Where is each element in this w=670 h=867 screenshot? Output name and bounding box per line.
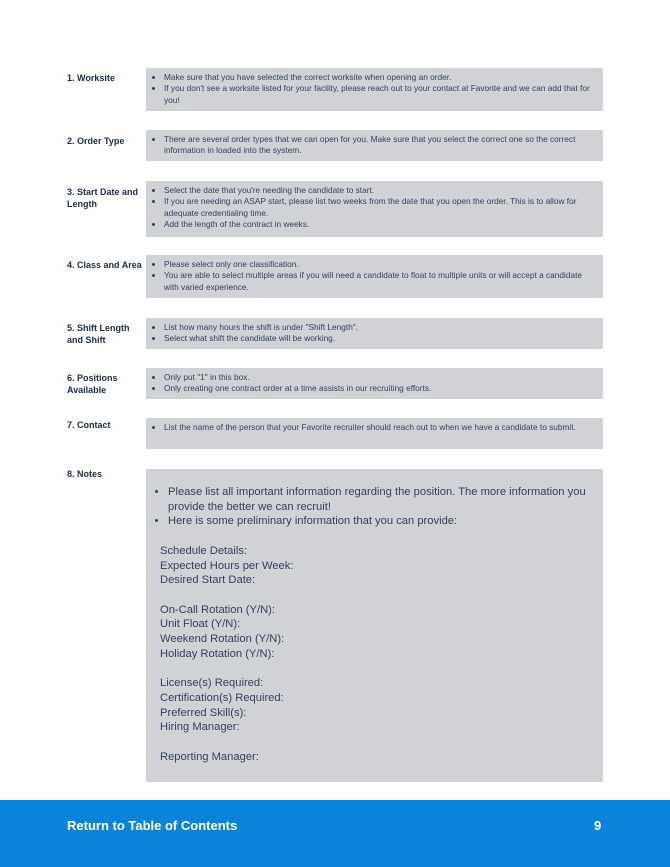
notes-field-line: Holiday Rotation (Y/N): (160, 647, 275, 660)
section-label-contact: 7. Contact (67, 420, 111, 430)
section-box-worksite (146, 68, 603, 111)
section-box-notes (146, 469, 603, 782)
section-box-order-type (146, 130, 603, 161)
list-item: • There are several order types that we can open for you. Make sure that you select the correct one so the correct information in loaded into the system. (164, 134, 595, 157)
section-box-start-date (146, 181, 603, 237)
section-label-start-date: 3. Start Date and Length (67, 187, 139, 209)
list-item: • Here is some preliminary information that you can provide: (168, 514, 595, 529)
section-box-contact (146, 418, 603, 449)
notes-field-line: Unit Float (Y/N): (160, 618, 241, 631)
notes-field-line: Schedule Details: (160, 544, 248, 557)
section-box-positions (146, 368, 603, 399)
footer-bar (0, 800, 670, 867)
section-label-positions: 6. Positions Available (67, 373, 118, 395)
section-label-worksite: 1. Worksite (67, 73, 115, 83)
notes-field-line: License(s) Required: (160, 677, 264, 690)
section-label-shift: 5. Shift Length and Shift (67, 323, 130, 345)
list-item: • Select the date that you're needing the candidate to start. (164, 185, 595, 196)
list-item: • If you don't see a worksite listed for your facility, please reach out to your contact at Favorite and we can add that for you! (164, 83, 595, 106)
list-item: • List how many hours the shift is under "Shift Length". (164, 322, 595, 333)
list-item: • Please select only one classification. (164, 259, 595, 270)
notes-field-line: Desired Start Date: (160, 574, 256, 587)
section-label-notes: 8. Notes (67, 469, 103, 479)
list-item: • Add the length of the contract in weeks. (164, 219, 595, 230)
list-item: • If you are needing an ASAP start, please list two weeks from the date that you open the order. This is to allow for adequate credentialing time. (164, 196, 595, 219)
list-item: • Make sure that you have selected the correct worksite when opening an order. (164, 72, 595, 83)
notes-field-line: Certification(s) Required: (160, 691, 284, 704)
notes-field-line: On-Call Rotation (Y/N): (160, 603, 276, 616)
section-label-order-type: 2. Order Type (67, 136, 125, 146)
list-item: • You are able to select multiple areas if you will need a candidate to float to multiple units or will accept a candidate with varied experience. (164, 270, 595, 293)
list-item: • List the name of the person that your Favorite recruiter should reach out to when we have a candidate to submit. (164, 422, 595, 433)
spacer (146, 588, 603, 603)
section-box-class-area (146, 255, 603, 298)
spacer (146, 661, 603, 676)
list-item: • Only put "1" in this box. (164, 372, 595, 383)
section-box-shift (146, 318, 603, 349)
list-item: • Please list all important information regarding the position. The more information you provide the better we can recruit! (168, 485, 595, 514)
page-number: 9 (594, 818, 602, 833)
notes-field-line: Hiring Manager: (160, 721, 240, 734)
return-to-toc-link[interactable]: Return to Table of Contents (67, 818, 238, 833)
notes-field-line: Weekend Rotation (Y/N): (160, 633, 285, 645)
section-label-class-area: 4. Class and Area (67, 260, 142, 270)
notes-field-line: Expected Hours per Week: (160, 559, 294, 572)
spacer (146, 735, 603, 750)
notes-field-line: Preferred Skill(s): (160, 706, 247, 719)
list-item: • Select what shift the candidate will be working. (164, 333, 595, 344)
notes-field-list (146, 529, 603, 764)
list-item: • Only creating one contract order at a time assists in our recruiting efforts. (164, 383, 595, 394)
spacer (146, 529, 603, 544)
notes-field-line: Reporting Manager: (160, 750, 259, 763)
